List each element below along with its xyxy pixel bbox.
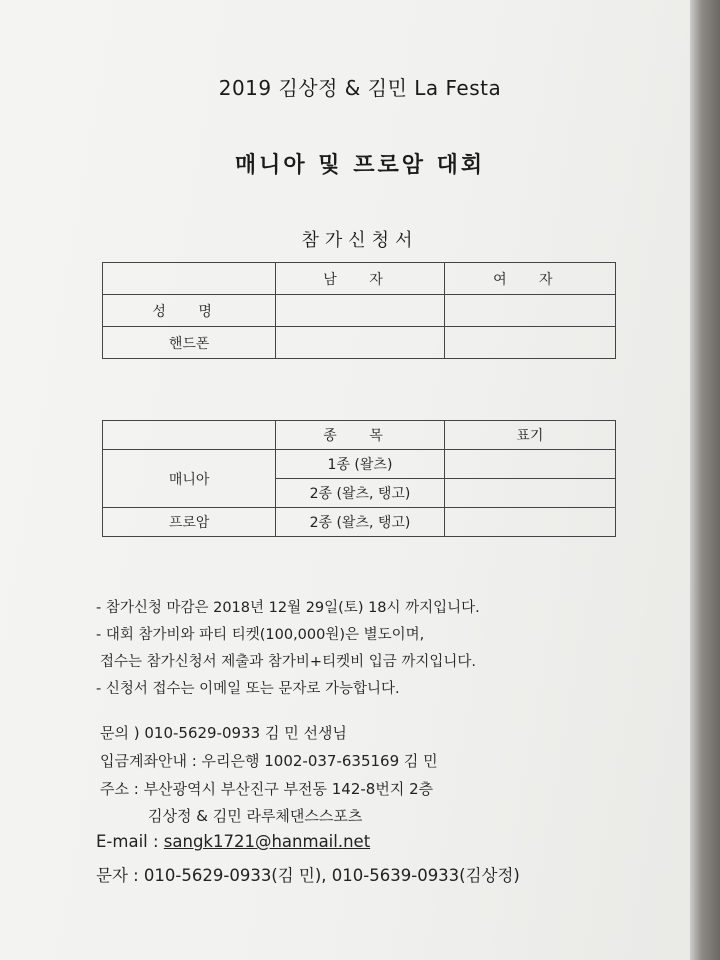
header-cell-male: 남 자: [276, 263, 444, 295]
table-row: [103, 327, 616, 359]
group-label-proam: 프로암: [103, 508, 276, 537]
event-title: 2019 김상정 & 김민 La Festa: [218, 76, 502, 100]
phone-female-cell[interactable]: [444, 327, 615, 359]
contact-address-line2: 김상정 & 김민 라루체댄스스포츠: [148, 807, 363, 825]
note-fee: - 대회 참가비와 파티 티켓(100,000원)은 별도이며,: [96, 627, 425, 643]
contact-address: 주소 : 부산광역시 부산진구 부전동 142-8번지 2층: [100, 780, 434, 798]
contact-sms: 문자 : 010-5629-0933(김 민), 010-5639-0933(김상정): [96, 866, 520, 885]
table-row: [103, 508, 616, 537]
contact-email-row: [96, 832, 370, 851]
form-title: 참가신청서: [301, 230, 419, 251]
email-label: E-mail :: [96, 832, 164, 851]
mark-cell[interactable]: [444, 479, 615, 508]
row-label-phone: 핸드폰: [103, 327, 276, 359]
competition-title: 매니아 및 프로암 대회: [234, 153, 486, 178]
contact-inquiry: 문의 ) 010-5629-0933 김 민 선생님: [100, 724, 347, 742]
contact-bank: 입금계좌안내 : 우리은행 1002-037-635169 김 민: [100, 752, 438, 770]
name-male-cell[interactable]: [276, 295, 444, 327]
table-header-row: [103, 421, 616, 450]
group-label-mania: 매니아: [103, 450, 276, 508]
header-cell-event: 종 목: [276, 421, 444, 450]
event-table: [102, 420, 616, 537]
name-female-cell[interactable]: [444, 295, 615, 327]
header-cell-empty: [103, 263, 276, 295]
note-deadline: - 참가신청 마감은 2018년 12월 29일(토) 18시 까지입니다.: [96, 600, 480, 616]
row-label-name: 성 명: [103, 295, 276, 327]
event-cell: 2종 (왈츠, 탱고): [276, 508, 444, 537]
participant-table: [102, 262, 616, 359]
header-cell-mark: 표기: [444, 421, 615, 450]
note-submission: - 신청서 접수는 이메일 또는 문자로 가능합니다.: [96, 681, 400, 697]
table-header-row: [103, 263, 616, 295]
header-cell-empty: [103, 421, 276, 450]
event-cell: 1종 (왈츠): [276, 450, 444, 479]
background-edge: [690, 0, 720, 960]
table-row: [103, 295, 616, 327]
header-cell-female: 여 자: [444, 263, 615, 295]
mark-cell[interactable]: [444, 450, 615, 479]
note-fee-cont: 접수는 참가신청서 제출과 참가비+티켓비 입금 까지입니다.: [100, 654, 476, 670]
mark-cell[interactable]: [444, 508, 615, 537]
phone-male-cell[interactable]: [276, 327, 444, 359]
table-row: [103, 450, 616, 479]
event-cell: 2종 (왈츠, 탱고): [276, 479, 444, 508]
email-link[interactable]: sangk1721@hanmail.net: [163, 832, 371, 851]
